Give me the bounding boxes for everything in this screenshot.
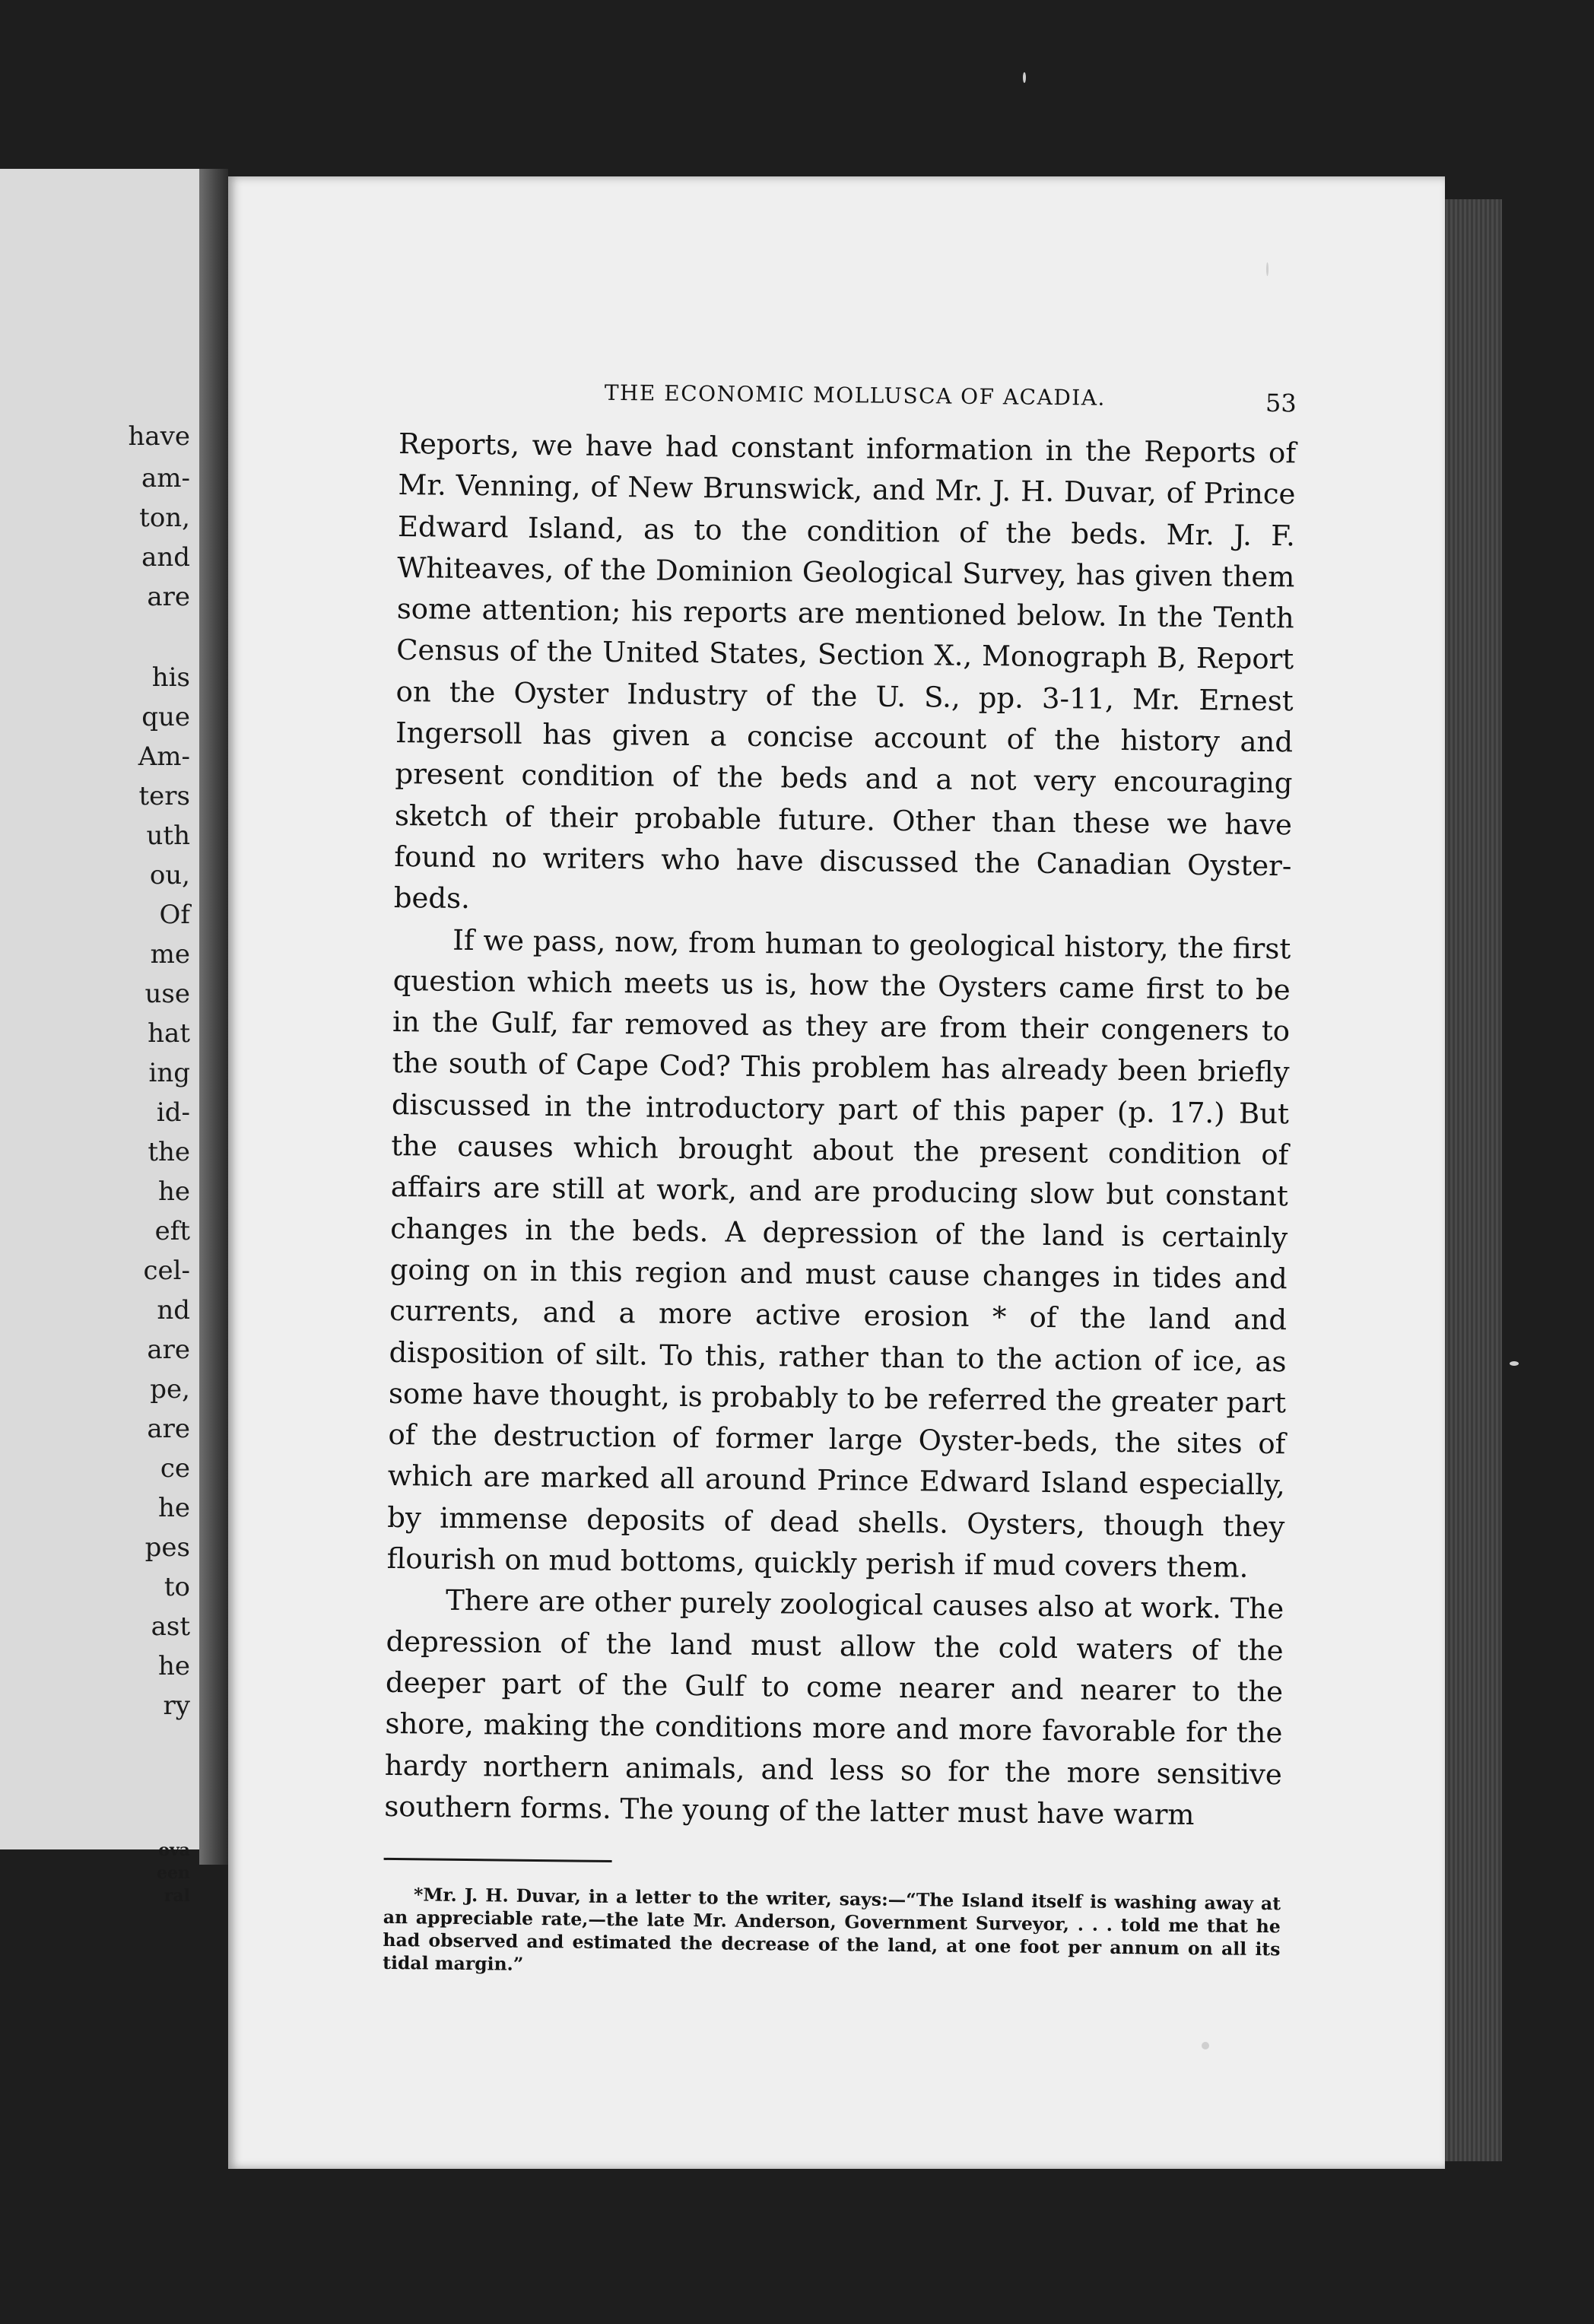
left-fragment: id-	[156, 1097, 190, 1128]
left-fragment: to	[164, 1572, 190, 1602]
facing-page-fragment	[0, 169, 199, 1906]
paragraph: If we pass, now, from human to geological history, the first question which meets us is, how the Oysters came first to be in the Gulf, far removed as they are from their congeners to the south of Cape Cod? This problem has already been briefly discussed in the introductory part of this paper (p. 17.) But the causes which brought about the present condition of affairs are still at work, and are producing slow but constant changes in the beds. A depression of the land is certainly going on in this region and must cause changes in tides and currents, and a more active erosion * of the land and disposition of silt. To this, rather than to the action of ice, as some have thought, is probably to be referred the greater part of the destruction of former large Oyster-beds, the sites of which are marked all around Prince Edward Island especially, by immense deposits of dead shells. Oysters, though they flourish on mud bottoms, quickly perish if mud covers them.	[386, 923, 1291, 1584]
running-head	[398, 378, 1297, 433]
left-fragment: he	[157, 1493, 190, 1523]
left-fragment: Of	[159, 900, 190, 930]
left-fragment: are	[147, 1335, 190, 1365]
left-fragment: uth	[146, 821, 190, 851]
left-fragment: ce	[160, 1453, 190, 1484]
left-footnote-fragment: een	[157, 1863, 190, 1883]
left-fragment: Am-	[138, 741, 190, 772]
book-gutter	[199, 169, 228, 1865]
left-fragment: ry	[163, 1691, 190, 1721]
footnote: *Mr. J. H. Duvar, in a letter to the writer, says:—“The Island itself is washing away at an appreciable rate,—the late Mr. Anderson, Government Surveyor, . . . told me that he had observed and estimated the decrease of the land, at one foot per annum on all its tidal margin.”	[383, 1884, 1281, 1975]
left-fragment: pes	[144, 1532, 190, 1563]
left-fragment: are	[147, 1414, 190, 1444]
dust-speck	[1510, 1361, 1519, 1366]
left-fragment: ters	[138, 781, 190, 811]
left-fragment: nd	[157, 1295, 190, 1326]
left-fragment: use	[144, 979, 190, 1009]
left-fragment: pe,	[150, 1374, 190, 1405]
left-fragment: ing	[148, 1058, 190, 1088]
dust-speck	[1202, 2042, 1209, 2049]
left-fragment: he	[157, 1176, 190, 1207]
left-footnote-fragment: ral	[164, 1886, 190, 1906]
paragraph: Reports, we have had constant information in the Reports of Mr. Venning, of New Brunswick, and Mr. J. H. Duvar, of Prince Edward Island, as to the condition of the beds. Mr. J. F. Whiteaves, of the Dominion Geological Survey, has given them some attention; his reports are mentioned below. In the Tenth Census of the United States, Section X., Monograph B, Report on the Oyster Industry of the U. S., pp. 3-11, Mr. Ernest Ingersoll has given a concise account of the history and present condition of the beds and a not very encouraging sketch of their probable future. Other than these we have found no writers who have discussed the Canadian Oyster-beds.	[393, 427, 1297, 916]
paragraph: There are other purely zoological causes also at work. The depression of the land must allow the cold waters of the deeper part of the Gulf to come nearer and nearer to the shore, making the conditions more and more favorable for the hardy northern animals, and less so for the more sensitive southern forms. The young of the latter must have warm	[384, 1584, 1284, 1831]
left-fragment: ou,	[149, 860, 190, 891]
dust-speck	[1266, 262, 1269, 276]
left-fragment: am-	[141, 463, 190, 494]
left-fragment: his	[151, 662, 190, 693]
left-fragment: que	[141, 702, 190, 732]
left-fragment: hat	[148, 1018, 190, 1049]
left-fragment: me	[150, 939, 190, 970]
running-title: THE ECONOMIC MOLLUSCA OF ACADIA.	[604, 379, 1107, 411]
left-fragment: cel-	[143, 1256, 190, 1286]
book-page	[228, 176, 1445, 2169]
left-fragment: the	[148, 1137, 190, 1167]
dust-speck	[1023, 72, 1026, 83]
left-fragment: have	[128, 421, 190, 452]
left-fragment: eft	[154, 1216, 190, 1246]
left-fragment: are	[147, 582, 190, 612]
left-fragment: ton,	[139, 503, 190, 533]
left-fragment: ast	[151, 1611, 190, 1642]
page-content	[383, 378, 1297, 1983]
left-fragment: and	[141, 542, 190, 573]
left-footnote-fragment: ova	[158, 1840, 190, 1860]
page-edges	[1441, 199, 1502, 2161]
footnote-rule	[384, 1858, 612, 1862]
left-fragment: he	[157, 1651, 190, 1681]
page-number: 53	[1265, 388, 1297, 418]
